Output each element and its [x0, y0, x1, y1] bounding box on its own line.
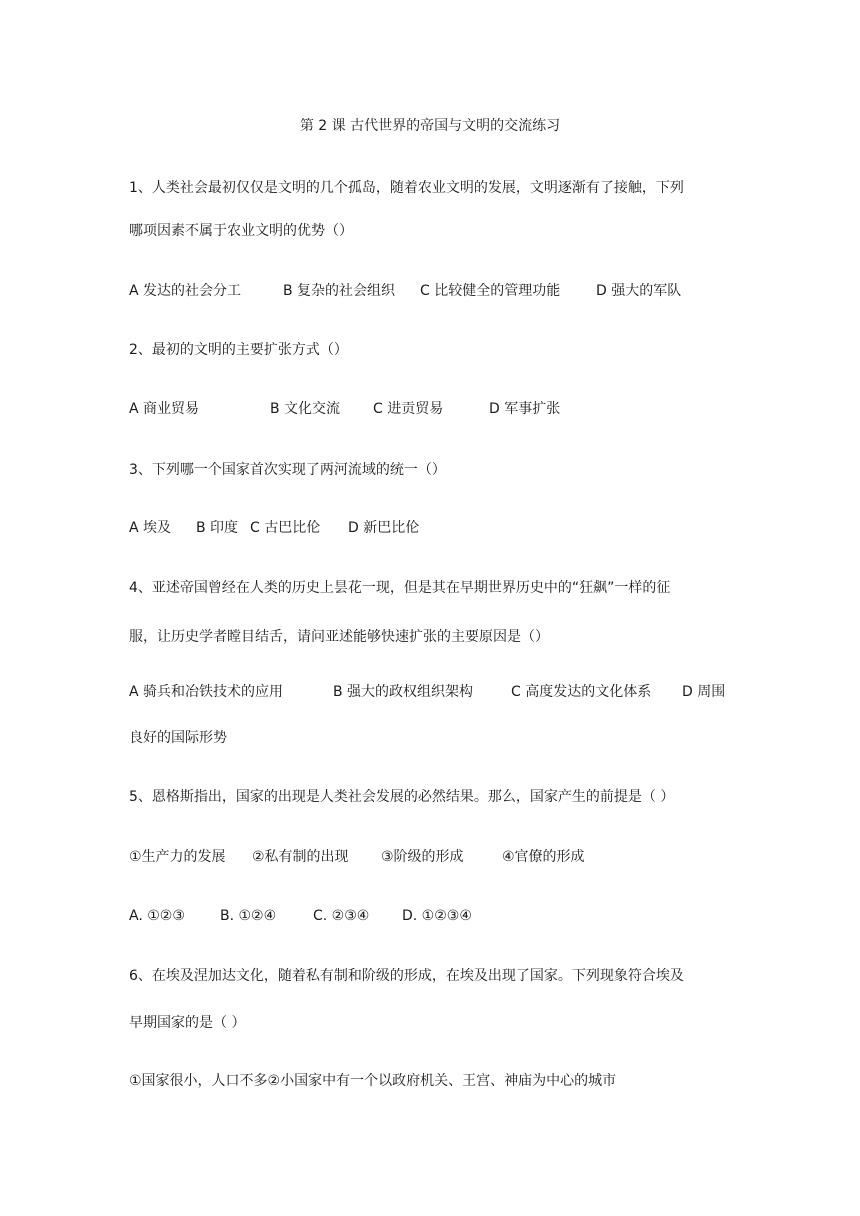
- question-6-text-line-2: 早期国家的是（ ）: [129, 1015, 246, 1031]
- question-4-text-line-1: 4、亚述帝国曾经在人类的历史上昙花一现，但是其在早期世界历史中的“狂飙”一样的征: [129, 580, 671, 596]
- question-2-option-b: B 文化交流: [270, 401, 341, 417]
- question-2-option-a: A 商业贸易: [129, 401, 200, 417]
- page-title: 第 2 课 古代世界的帝国与文明的交流练习: [299, 118, 561, 134]
- question-4-option-d-continued: 良好的国际形势: [129, 730, 227, 746]
- question-3-text: 3、下列哪一个国家首次实现了两河流域的统一（）: [129, 462, 446, 478]
- question-5-item-2: ②私有制的出现: [252, 849, 349, 865]
- question-3-option-a: A 埃及: [129, 520, 172, 536]
- question-4-text-line-2: 服，让历史学者瞠目结舌，请问亚述能够快速扩张的主要原因是（）: [129, 629, 549, 645]
- question-3-option-d: D 新巴比伦: [348, 520, 420, 536]
- question-5-item-1: ①生产力的发展: [129, 849, 226, 865]
- question-4-option-c: C 高度发达的文化体系: [511, 684, 652, 700]
- question-5-option-d: D. ①②③④: [402, 908, 472, 924]
- question-1-option-d: D 强大的军队: [596, 283, 682, 299]
- question-1-option-c: C 比较健全的管理功能: [420, 283, 561, 299]
- question-5-option-c: C. ②③④: [313, 908, 370, 924]
- question-5-option-a: A. ①②③: [129, 908, 185, 924]
- question-3-option-b: B 印度: [196, 520, 239, 536]
- question-2-text: 2、最初的文明的主要扩张方式（）: [129, 342, 348, 358]
- question-5-option-b: B. ①②④: [220, 908, 277, 924]
- question-6-text-line-3: ①国家很小，人口不多②小国家中有一个以政府机关、王宫、神庙为中心的城市: [129, 1073, 617, 1089]
- question-1-text-line-2: 哪项因素不属于农业文明的优势（）: [129, 223, 353, 239]
- question-4-option-b: B 强大的政权组织架构: [333, 684, 474, 700]
- question-6-text-line-1: 6、在埃及涅加达文化，随着私有制和阶级的形成，在埃及出现了国家。下列现象符合埃及: [129, 968, 684, 984]
- question-5-text: 5、恩格斯指出，国家的出现是人类社会发展的必然结果。那么，国家产生的前提是（ ）: [129, 789, 675, 805]
- question-4-option-a: A 骑兵和冶铁技术的应用: [129, 684, 284, 700]
- question-3-option-c: C 古巴比伦: [250, 520, 321, 536]
- question-5-item-4: ④官僚的形成: [502, 849, 585, 865]
- question-1-text-line-1: 1、人类社会最初仅仅是文明的几个孤岛，随着农业文明的发展，文明逐渐有了接触，下列: [129, 180, 684, 196]
- question-2-option-c: C 进贡贸易: [373, 401, 444, 417]
- question-1-option-b: B 复杂的社会组织: [283, 283, 396, 299]
- question-5-item-3: ③阶级的形成: [381, 849, 464, 865]
- question-2-option-d: D 军事扩张: [489, 401, 561, 417]
- question-1-option-a: A 发达的社会分工: [129, 283, 242, 299]
- question-4-option-d: D 周围: [682, 684, 726, 700]
